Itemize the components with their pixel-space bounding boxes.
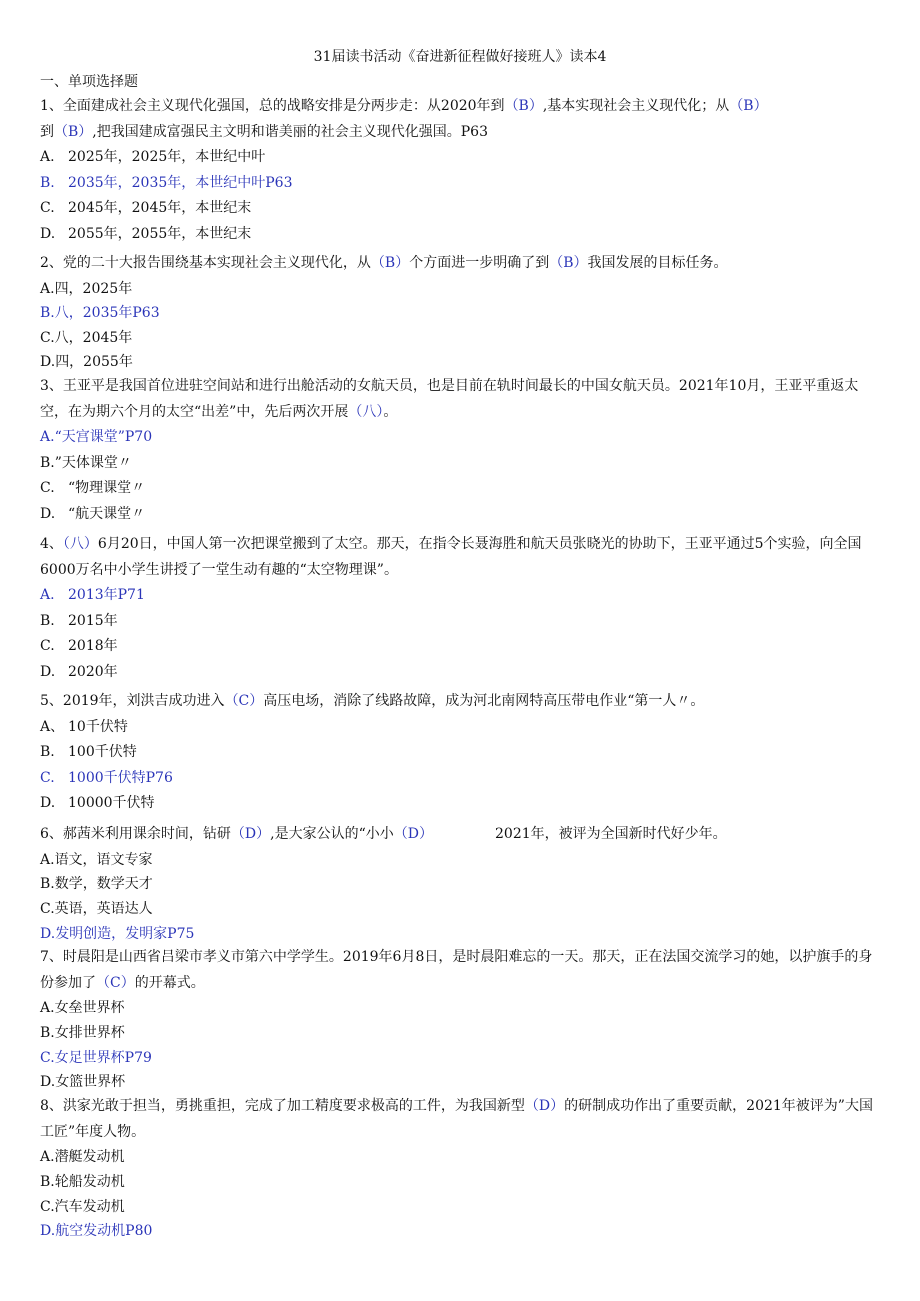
option-text: 10000千伏特 xyxy=(68,795,155,811)
option-letter: A. xyxy=(40,1000,55,1016)
option-letter: B. xyxy=(40,174,55,191)
option-text: 女篮世界杯 xyxy=(55,1074,126,1091)
document-title: 31届读书活动《奋进新征程做好接班人》读本4 xyxy=(313,49,607,65)
stem-text: 党的二十大报告围绕基本实现社会主义现代化，从 xyxy=(62,255,371,271)
question-number: 2、 xyxy=(40,255,63,271)
option-letter: B. xyxy=(40,454,55,471)
question-6 xyxy=(40,822,880,947)
option-text: 1000千伏特P76 xyxy=(68,769,173,786)
option-b xyxy=(40,1170,880,1195)
option-letter: C. xyxy=(40,480,55,496)
option-text: ”天体课堂〃 xyxy=(54,454,132,471)
option-letter: A. xyxy=(40,149,55,165)
option-text: 潜艇发动机 xyxy=(54,1149,125,1165)
option-text: “物理课堂〃 xyxy=(68,480,146,496)
question-5 xyxy=(40,689,880,817)
option-text: 2018年 xyxy=(68,638,118,654)
question-number: 4、 xyxy=(40,536,63,552)
answer-blank: （B） xyxy=(54,123,93,140)
option-d xyxy=(40,660,880,686)
question-number: 8、 xyxy=(40,1098,63,1114)
option-letter: D. xyxy=(40,225,56,242)
option-text: 航空发动机P80 xyxy=(55,1223,153,1240)
option-letter: A. xyxy=(40,1149,55,1165)
question-number: 6、 xyxy=(40,826,63,842)
option-text: 100千伏特 xyxy=(68,744,137,760)
question-number: 7、 xyxy=(40,949,63,965)
question-7 xyxy=(40,945,880,1095)
option-text: 2020年 xyxy=(68,663,118,680)
option-a-correct xyxy=(40,425,880,451)
option-letter: D. xyxy=(40,505,56,522)
question-8 xyxy=(40,1094,880,1244)
option-text: 语文，语文专家 xyxy=(54,851,153,868)
option-a xyxy=(40,848,880,873)
question-number: 3、 xyxy=(40,378,63,394)
option-letter: D. xyxy=(40,663,56,680)
option-text: 汽车发动机 xyxy=(54,1198,125,1215)
option-text: 2045年，2045年，本世纪末 xyxy=(68,200,252,216)
option-d xyxy=(40,502,880,528)
question-7-stem xyxy=(40,945,880,996)
question-3-stem xyxy=(40,374,880,425)
answer-blank: （B） xyxy=(549,255,588,271)
option-text: 女足世界杯P79 xyxy=(54,1049,152,1066)
stem-text: ,把我国建成富强民主文明和谐美丽的社会主义现代化强国。P63 xyxy=(92,123,488,140)
stem-text: 个方面进一步明确了到 xyxy=(409,255,550,271)
answer-blank: （C） xyxy=(224,693,264,709)
option-letter: B. xyxy=(40,305,55,321)
option-a xyxy=(40,715,880,741)
option-c-correct xyxy=(40,766,880,792)
stem-text: 。 xyxy=(383,403,398,420)
stem-text: 的研制成功作出了重要贡献，2021年被评为”大国工匠”年度人物。 xyxy=(40,1098,873,1140)
option-letter: C. xyxy=(40,638,55,654)
answer-blank: （八） xyxy=(348,403,384,420)
question-4 xyxy=(40,532,880,685)
question-5-stem xyxy=(40,689,880,715)
option-a xyxy=(40,145,880,171)
option-a xyxy=(40,996,880,1021)
answer-blank: （B） xyxy=(370,255,410,271)
option-text: 英语，英语达人 xyxy=(54,901,153,918)
option-c xyxy=(40,634,880,660)
answer-blank: （D） xyxy=(524,1098,565,1114)
question-4-stem xyxy=(40,532,880,583)
option-letter: A. xyxy=(40,429,55,445)
option-letter: D. xyxy=(40,1074,56,1091)
question-number: 1、 xyxy=(40,98,63,114)
option-d xyxy=(40,1070,880,1095)
option-letter: D. xyxy=(40,1223,56,1240)
answer-blank: （D） xyxy=(230,826,271,842)
answer-blank: （B） xyxy=(504,98,543,114)
question-2-stem xyxy=(40,251,880,277)
option-b xyxy=(40,872,880,897)
option-letter: B. xyxy=(40,744,55,760)
option-letter: A、 xyxy=(40,718,65,735)
option-letter: C. xyxy=(40,1049,55,1066)
option-letter: A. xyxy=(40,851,55,868)
option-letter: B. xyxy=(40,1173,55,1190)
option-text: 女排世界杯 xyxy=(54,1024,125,1041)
stem-text: ,基本实现社会主义现代化；从 xyxy=(542,98,730,114)
option-b-correct xyxy=(40,301,880,326)
option-text: 发明创造，发明家P75 xyxy=(55,925,195,942)
stem-text: 2021年，被评为全国新时代好少年。 xyxy=(495,826,727,842)
option-letter: D. xyxy=(40,925,56,942)
option-c xyxy=(40,326,880,351)
option-c-correct xyxy=(40,1046,880,1071)
option-text: 八，2045年 xyxy=(54,329,133,346)
option-letter: C. xyxy=(40,769,55,786)
question-6-stem xyxy=(40,822,880,848)
answer-blank: （D） xyxy=(393,826,433,842)
question-8-stem xyxy=(40,1094,880,1145)
option-b xyxy=(40,609,880,635)
stem-text: 洪家光敢于担当，勇挑重担，完成了加工精度要求极高的工件，为我国新型 xyxy=(62,1098,525,1114)
answer-blank: （八） xyxy=(62,536,98,552)
option-letter: B. xyxy=(40,876,55,893)
option-letter: D. xyxy=(40,354,56,370)
option-letter: C. xyxy=(40,901,55,918)
option-text: 八，2035年P63 xyxy=(54,305,160,321)
option-text: “天宫课堂”P70 xyxy=(54,429,153,445)
option-b xyxy=(40,740,880,766)
option-text: 2015年 xyxy=(68,612,118,629)
option-d xyxy=(40,791,880,817)
option-letter: A. xyxy=(40,587,55,603)
answer-blank: （C） xyxy=(96,974,135,991)
option-letter: B. xyxy=(40,1024,55,1041)
option-c xyxy=(40,897,880,922)
option-a-correct xyxy=(40,583,880,609)
section-heading: 一、单项选择题 xyxy=(40,74,138,90)
stem-text: 我国发展的目标任务。 xyxy=(587,255,728,271)
stem-text: 的开幕式。 xyxy=(134,974,205,991)
option-d-correct xyxy=(40,1219,880,1244)
question-1-stem xyxy=(40,94,880,145)
option-a xyxy=(40,1145,880,1170)
option-text: 2055年，2055年，本世纪末 xyxy=(68,225,252,242)
stem-text: 郝茜米利用课余时间，钻研 xyxy=(62,826,231,842)
option-letter: D. xyxy=(40,795,56,811)
option-b-correct xyxy=(40,171,880,197)
option-text: 2025年，2025年，本世纪中叶 xyxy=(68,149,266,165)
stem-text: 王亚平是我国首位进驻空间站和进行出舱活动的女航天员，也是目前在轨时间最长的中国女航天员。2021年10月，王亚平重返太空，在为期六个月的太空“出差”中，先后两次开展 xyxy=(40,378,859,420)
option-b xyxy=(40,451,880,477)
option-text: 2013年P71 xyxy=(68,587,145,603)
option-text: 轮船发动机 xyxy=(54,1173,125,1190)
question-3 xyxy=(40,374,880,527)
option-text: 四，2055年 xyxy=(55,354,133,370)
option-c xyxy=(40,476,880,502)
option-text: 数学，数学天才 xyxy=(54,876,153,893)
stem-text: 高压电场，消除了线路故障，成为河北南网特高压带电作业“第一人〃。 xyxy=(263,693,705,709)
option-c xyxy=(40,1195,880,1220)
option-text: 2035年，2035年，本世纪中叶P63 xyxy=(68,174,293,191)
option-letter: A. xyxy=(40,280,55,297)
option-letter: C. xyxy=(40,329,55,346)
option-d xyxy=(40,222,880,248)
stem-text: 2019年，刘洪吉成功进入 xyxy=(62,693,225,709)
option-letter: C. xyxy=(40,1198,55,1215)
stem-text: ,是大家公认的“小小 xyxy=(270,826,394,842)
answer-blank: （B） xyxy=(729,98,768,114)
option-a xyxy=(40,277,880,302)
stem-text: 时晨阳是山西省吕梁市孝义市第六中学学生。2019年6月8日，是时晨阳难忘的一天。那天，正在法国交流学习的她，以护旗手的身份参加了 xyxy=(40,949,873,991)
stem-text: 到 xyxy=(40,123,54,140)
stem-text: 全面建成社会主义现代化强国，总的战略安排是分两步走：从2020年到 xyxy=(62,98,505,114)
option-c xyxy=(40,196,880,222)
option-text: “航天课堂〃 xyxy=(68,505,146,522)
option-text: 女垒世界杯 xyxy=(54,1000,125,1016)
option-letter: B. xyxy=(40,612,55,629)
question-1 xyxy=(40,94,880,247)
option-d xyxy=(40,350,880,375)
stem-text: 6月20日，中国人第一次把课堂搬到了太空。那天，在指令长聂海胜和航天员张晓光的协助下，王亚平通过5个实验，向全国6000万名中小学生讲授了一堂生动有趣的“太空物理课”。 xyxy=(40,536,862,578)
option-d-correct xyxy=(40,922,880,947)
option-b xyxy=(40,1021,880,1046)
question-number: 5、 xyxy=(40,693,63,709)
option-text: 10千伏特 xyxy=(68,718,128,735)
question-2 xyxy=(40,251,880,375)
option-text: 四，2025年 xyxy=(54,280,133,297)
option-letter: C. xyxy=(40,200,55,216)
